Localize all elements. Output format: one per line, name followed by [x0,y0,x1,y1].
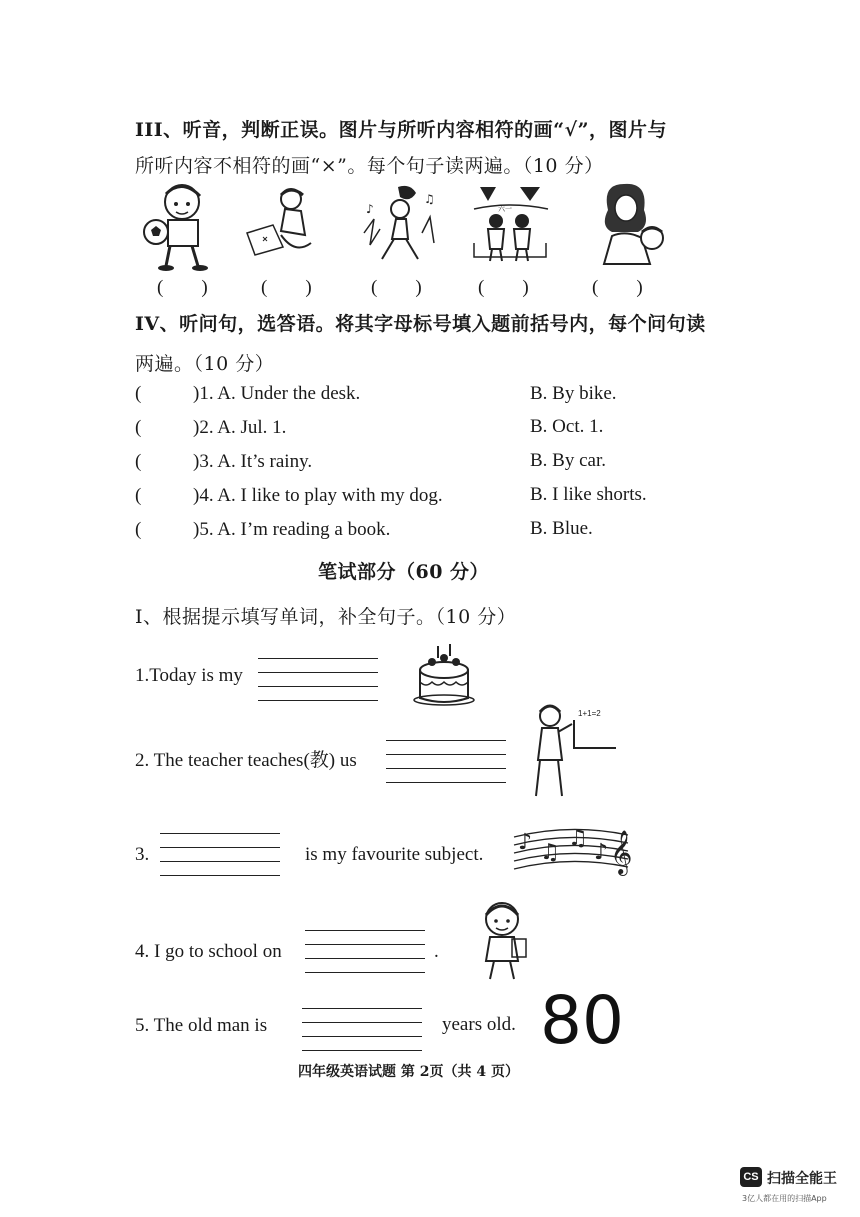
section3-title-line2: 所听内容不相符的画“×”。每个句子读两遍。（10 分） [135,155,604,177]
children-festival-icon [470,183,550,265]
q1-text: 1.Today is my [135,665,243,686]
q1-answer-lines[interactable] [258,658,378,700]
q4-3-option-b: B. By car. [530,450,606,471]
board-text: 1+1=2 [578,709,601,718]
q3-answer-lines[interactable] [160,833,280,875]
q5-text-end: years old. [442,1014,516,1035]
section4-title-line2: 两遍。（10 分） [135,353,275,375]
svg-text:♫: ♫ [568,826,588,851]
watermark-tagline: 3亿人都在用的扫描App [742,1194,827,1203]
watermark-brand: 扫描全能王 [767,1171,837,1187]
birthday-cake-icon [410,640,478,706]
svg-text:♫: ♫ [424,192,435,206]
q4-1-option-b: B. By bike. [530,383,617,404]
q4-answer-lines[interactable] [305,930,425,972]
q2-answer-lines[interactable] [386,740,506,782]
q3-text: is my favourite subject. [305,844,484,865]
q4-3-paren[interactable]: ( [135,451,142,472]
q4-5-option-b: B. Blue. [530,518,593,539]
woman-baby-icon [590,180,670,266]
q5-text: 5. The old man is [135,1015,268,1036]
section3-title-line1: III、听音，判断正误。图片与所听内容相符的画“√”，图片与 [135,119,668,141]
q5-answer-lines[interactable] [302,1008,422,1050]
q4-3-option-a: )3. A. It’s rainy. [193,451,313,472]
section3-blank-1[interactable]: ( ) [157,277,208,298]
q4-4-option-b: B. I like shorts. [530,484,647,505]
section3-blank-2[interactable]: ( ) [261,277,312,298]
svg-text:♪: ♪ [594,840,609,865]
teacher-icon [528,700,618,800]
q4-2-option-b: B. Oct. 1. [530,416,604,437]
q4-5-option-a: )5. A. I’m reading a book. [193,519,391,540]
q4-4-paren[interactable]: ( [135,485,142,506]
q4-4-option-a: )4. A. I like to play with my dog. [193,485,443,506]
camscanner-logo: CS [740,1167,762,1187]
q4-period: . [434,941,439,962]
section3-blank-4[interactable]: ( ) [478,277,529,298]
written-part-header: 笔试部分（60 分） [318,561,490,583]
girl-drawing-icon [245,185,320,257]
svg-text:♪: ♪ [518,830,533,855]
q3-number: 3. [135,844,150,865]
part1-title: Ⅰ、根据提示填写单词，补全句子。（10 分） [135,606,517,628]
q4-text: 4. I go to school on [135,941,282,962]
q4-5-paren[interactable]: ( [135,519,142,540]
age-number-hint: 80 [540,982,624,1059]
q4-2-option-a: )2. A. Jul. 1. [193,417,287,438]
svg-text:♫: ♫ [540,840,560,865]
svg-text:𝄞: 𝄞 [610,830,633,874]
music-notes-icon [510,815,635,880]
q2-text: 2. The teacher teaches(教) us [135,750,357,771]
svg-text:♪: ♪ [366,202,374,216]
svg-text:六一: 六一 [498,205,512,213]
q4-2-paren[interactable]: ( [135,417,142,438]
boy-football-icon [140,180,220,272]
section4-title-line1: IV、听问句，选答语。将其字母标号填入题前括号内，每个问句读 [135,313,706,335]
girl-schoolbag-icon [468,895,538,985]
boy-music-icon [360,183,440,265]
q4-1-paren[interactable]: ( [135,383,142,404]
section3-blank-5[interactable]: ( ) [592,277,643,298]
section3-blank-3[interactable]: ( ) [371,277,422,298]
q4-1-option-a: )1. A. Under the desk. [193,383,361,404]
page-footer: 四年级英语试题 第 2页（共 4 页） [298,1064,519,1080]
